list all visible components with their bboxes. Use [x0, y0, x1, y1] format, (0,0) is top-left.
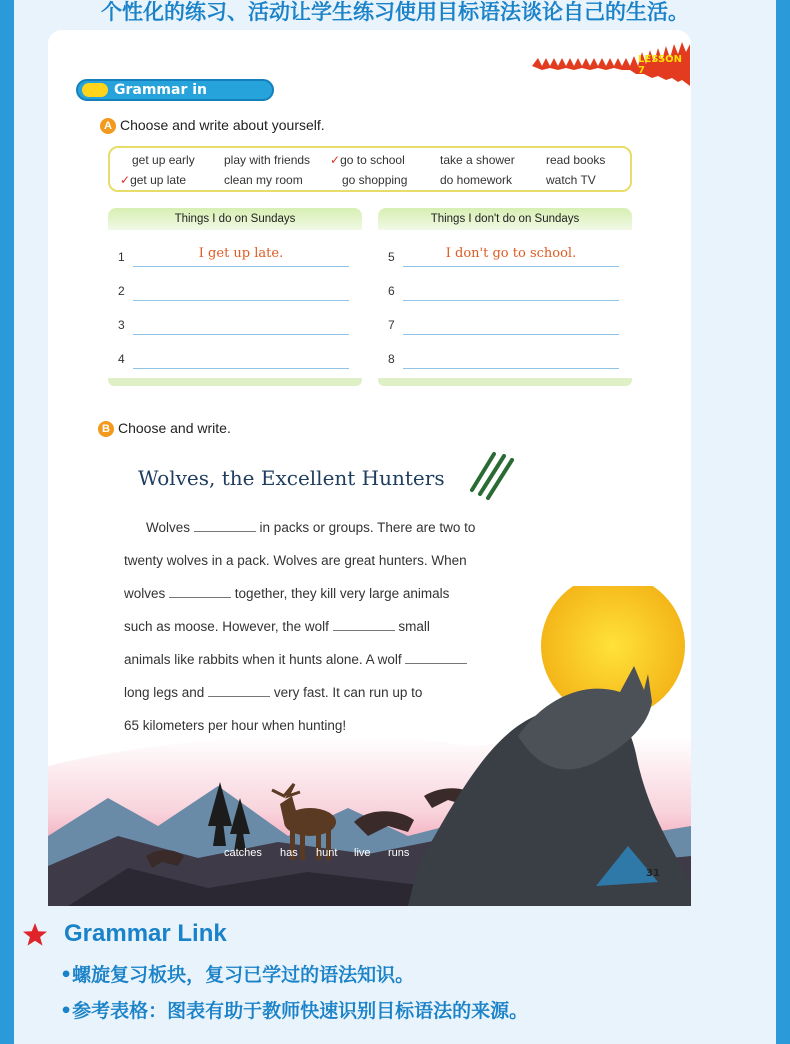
- left-border: [0, 0, 14, 1044]
- table-row: 1 I get up late.: [108, 242, 362, 272]
- check-icon: ✓: [330, 153, 341, 167]
- fill-blank[interactable]: [208, 685, 270, 697]
- word-bank: [108, 146, 632, 192]
- story-line-7: 65 kilometers per hour when hunting!: [124, 718, 347, 733]
- table-footer: [378, 378, 632, 386]
- story-title: Wolves, the Excellent Hunters: [138, 466, 445, 490]
- write-line: [403, 266, 619, 267]
- word-bank-item: read books: [546, 153, 606, 167]
- word-bank-item: do homework: [440, 173, 513, 187]
- table-header: Things I do on Sundays: [108, 208, 362, 230]
- section-b-text: Choose and write.: [118, 420, 231, 436]
- table-row: 2: [108, 276, 362, 306]
- answer-word[interactable]: catches: [224, 847, 262, 859]
- table-footer: [108, 378, 362, 386]
- answer-word[interactable]: hunt: [316, 847, 338, 859]
- page-number: 31: [646, 868, 660, 879]
- section-a-title: [100, 117, 325, 134]
- table-row: 7: [378, 310, 632, 340]
- table-row: 5 I don't go to school.: [378, 242, 632, 272]
- table-row: 6: [378, 276, 632, 306]
- claw-marks-icon: [468, 450, 514, 500]
- fill-blank[interactable]: [405, 652, 467, 664]
- story-line-2: twenty wolves in a pack. Wolves are great hunters. When: [124, 553, 467, 568]
- story-line-6: long legs and very fast. It can run up to: [124, 685, 423, 700]
- section-b-badge: B: [98, 421, 114, 437]
- write-line: [403, 368, 619, 369]
- table-header: Things I don't do on Sundays: [378, 208, 632, 230]
- word-bank-item: ✓go to school: [330, 153, 405, 167]
- table-dont-do-on-sundays: [378, 208, 632, 386]
- table-row: 3: [108, 310, 362, 340]
- bullet-item: •螺旋复习板块，复习已学过的语法知识。: [60, 964, 415, 986]
- write-line: [133, 266, 349, 267]
- write-line: [133, 334, 349, 335]
- story-line-4: such as moose. However, the wolf small: [124, 619, 430, 634]
- word-bank-item: take a shower: [440, 153, 515, 167]
- row-answer[interactable]: I don't go to school.: [445, 246, 577, 261]
- table-row: 4: [108, 344, 362, 374]
- grammar-pill-label: Grammar in Context: [114, 82, 208, 116]
- fill-blank[interactable]: [169, 586, 231, 598]
- answer-word[interactable]: live: [354, 847, 371, 859]
- table-do-on-sundays: [108, 208, 362, 386]
- word-bank-item: clean my room: [224, 173, 303, 187]
- table-row: 8: [378, 344, 632, 374]
- write-line: [133, 368, 349, 369]
- pill-icon: [82, 83, 108, 97]
- story-line-1: Wolves in packs or groups. There are two to: [146, 520, 476, 535]
- story-line-3: wolves together, they kill very large animals: [124, 586, 450, 601]
- row-answer[interactable]: I get up late.: [198, 246, 284, 261]
- section-b-title: [98, 420, 231, 437]
- grammar-link-title: Grammar Link: [64, 920, 227, 947]
- word-bank-item: watch TV: [546, 173, 596, 187]
- word-bank-item: play with friends: [224, 153, 311, 167]
- fill-blank[interactable]: [194, 520, 256, 532]
- check-icon: ✓: [120, 173, 131, 187]
- fill-blank[interactable]: [333, 619, 395, 631]
- grammar-in-context-pill: [76, 79, 274, 116]
- write-line: [403, 300, 619, 301]
- section-a-text: Choose and write about yourself.: [120, 117, 325, 133]
- top-caption: 个性化的练习、活动让学生练习使用目标语法谈论自己的生活。: [101, 0, 689, 24]
- answer-word[interactable]: runs: [388, 847, 410, 859]
- lesson-label: LESSON 7: [638, 54, 683, 76]
- section-a-badge: A: [100, 118, 116, 134]
- answer-word[interactable]: has: [280, 847, 298, 859]
- story-line-5: animals like rabbits when it hunts alone. A wolf: [124, 652, 467, 667]
- word-bank-item: ✓get up late: [120, 173, 187, 187]
- word-bank-item: get up early: [132, 153, 195, 167]
- bullet-item: •参考表格：图表有助于教师快速识别目标语法的来源。: [60, 1000, 529, 1022]
- write-line: [403, 334, 619, 335]
- star-icon: [22, 922, 48, 948]
- word-bank-item: go shopping: [342, 173, 408, 187]
- write-line: [133, 300, 349, 301]
- textbook-page: [48, 30, 691, 906]
- right-border: [776, 0, 790, 1044]
